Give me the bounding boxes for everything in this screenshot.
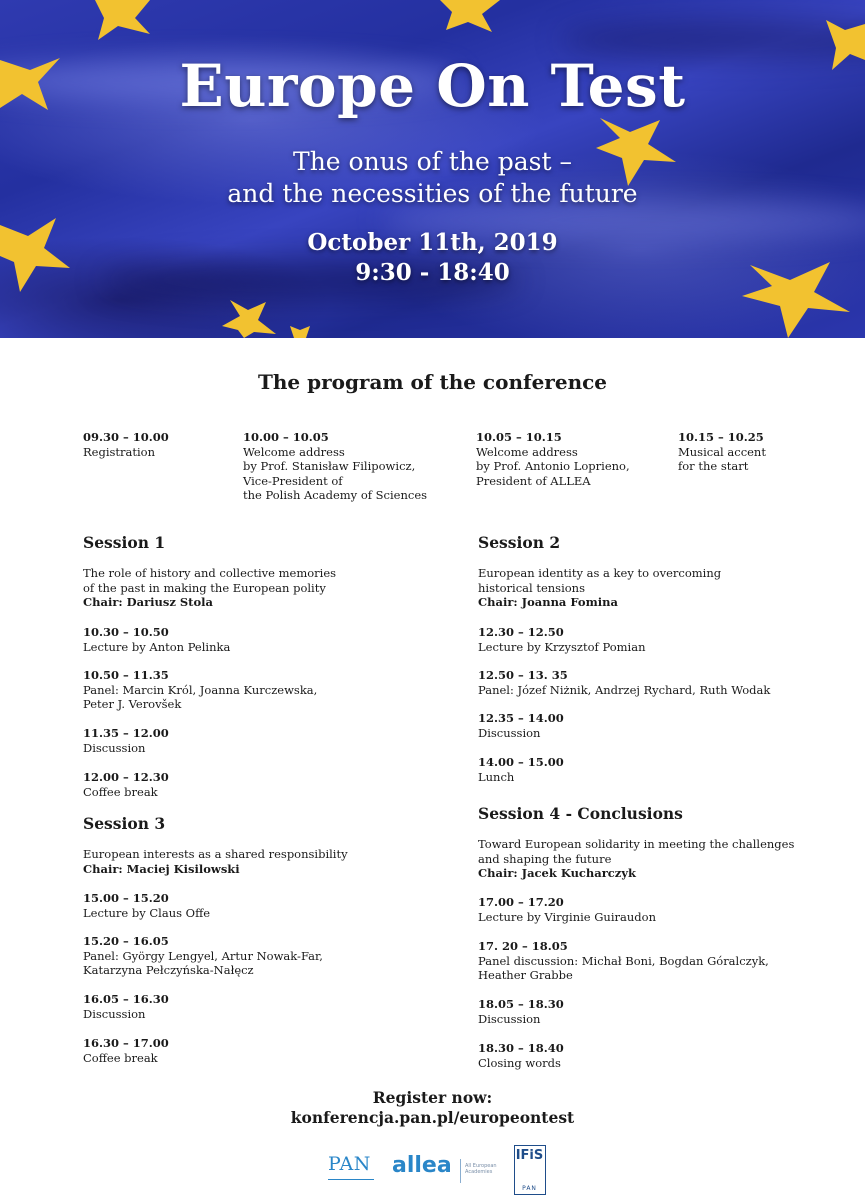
allea-logo-tagline: All European Academies <box>465 1163 497 1175</box>
register-link[interactable]: konferencja.pan.pl/europeontest <box>290 1108 575 1127</box>
session-3-title: Session 3 <box>83 814 166 833</box>
program-item <box>83 668 317 712</box>
program-item <box>478 997 564 1026</box>
session-chair: Chair: Joanna Fomina <box>478 595 618 609</box>
time-slot: 12.00 – 12.30 <box>83 770 169 784</box>
time-slot: 17. 20 – 18.05 <box>478 939 568 953</box>
time-slot: 09.30 – 10.00 <box>83 430 169 444</box>
item-text: Discussion <box>478 725 541 740</box>
program-item <box>83 770 169 799</box>
time-slot: 14.00 – 15.00 <box>478 755 564 769</box>
pan-logo: PAN <box>328 1153 371 1175</box>
item-text: Heather Grabbe <box>478 968 573 982</box>
program-item <box>478 711 564 740</box>
program-item <box>478 895 656 924</box>
topic-line: European identity as a key to overcoming <box>478 566 722 580</box>
item-text: Panel: György Lengyel, Artur Nowak-Far, <box>83 948 323 963</box>
time-slot: 16.05 – 16.30 <box>83 992 169 1006</box>
item-text: Musical accent <box>678 444 766 459</box>
item-text: Peter J. Verovšek <box>83 697 182 711</box>
program-item <box>83 625 230 654</box>
time-slot: 10.00 – 10.05 <box>243 430 329 444</box>
item-text: Vice-President of <box>243 473 343 488</box>
time-slot: 12.50 – 13. 35 <box>478 668 568 682</box>
program-item <box>83 1036 169 1065</box>
opening-item <box>476 430 630 488</box>
time-slot: 18.05 – 18.30 <box>478 997 564 1011</box>
time-slot: 10.05 – 10.15 <box>476 430 562 444</box>
item-text: Coffee break <box>83 1050 158 1065</box>
item-text: Discussion <box>83 740 146 755</box>
program-item <box>478 939 769 983</box>
item-text: Lecture by Krzysztof Pomian <box>478 639 646 654</box>
opening-item <box>243 430 427 503</box>
item-text: for the start <box>678 459 749 473</box>
hero-banner <box>0 0 865 338</box>
event-time: 9:30 - 18:40 <box>355 259 510 286</box>
time-slot: 18.30 – 18.40 <box>478 1041 564 1055</box>
subtitle-line: The onus of the past – <box>293 147 572 176</box>
session-2-topic <box>478 566 721 610</box>
session-1-topic <box>83 566 336 610</box>
pan-logo-underline <box>328 1179 374 1180</box>
time-slot: 12.30 – 12.50 <box>478 625 564 639</box>
item-text: Registration <box>83 444 156 459</box>
item-text: Discussion <box>478 1011 541 1026</box>
program-item <box>83 726 169 755</box>
item-text: by Prof. Stanisław Filipowicz, <box>243 459 416 473</box>
ifis-logo <box>514 1145 546 1195</box>
item-text: Closing words <box>478 1055 561 1070</box>
topic-line: Toward European solidarity in meeting the challenges <box>478 837 795 851</box>
event-date: October 11th, 2019 <box>307 229 558 256</box>
item-text: Lecture by Virginie Guiraudon <box>478 909 656 924</box>
item-text: the Polish Academy of Sciences <box>243 488 428 502</box>
topic-line: European interests as a shared responsibility <box>83 847 348 861</box>
item-text: Panel: Marcin Król, Joanna Kurczewska, <box>83 682 318 697</box>
session-chair: Chair: Dariusz Stola <box>83 595 213 609</box>
item-text: Welcome address <box>476 444 578 459</box>
time-slot: 15.20 – 16.05 <box>83 934 169 948</box>
event-datetime <box>0 228 865 288</box>
item-text: Discussion <box>83 1006 146 1021</box>
time-slot: 15.00 – 15.20 <box>83 891 169 905</box>
star-icon <box>222 300 276 338</box>
program-item <box>478 1041 564 1070</box>
item-text: Lunch <box>478 769 515 784</box>
item-text: by Prof. Antonio Loprieno, <box>476 459 630 473</box>
item-text: President of ALLEA <box>476 473 591 488</box>
item-text: Welcome address <box>243 444 345 459</box>
program-title: The program of the conference <box>257 370 608 394</box>
partner-logos <box>0 1145 865 1197</box>
register-label: Register now: <box>372 1088 493 1107</box>
session-3-topic <box>83 847 348 876</box>
item-text: Coffee break <box>83 784 158 799</box>
allea-logo: allea <box>392 1153 452 1178</box>
ifis-logo-text: IFiS <box>515 1148 544 1163</box>
item-text: Panel discussion: Michał Boni, Bogdan Góralczyk, <box>478 953 769 968</box>
program-item <box>83 891 210 920</box>
item-text: Lecture by Anton Pelinka <box>83 639 231 654</box>
topic-line: of the past in making the European polity <box>83 580 326 595</box>
star-icon <box>290 326 310 338</box>
program-item <box>83 992 169 1021</box>
item-text: Panel: Józef Niżnik, Andrzej Rychard, Ruth Wodak <box>478 682 771 697</box>
item-text: Lecture by Claus Offe <box>83 905 211 920</box>
program-item <box>478 668 770 697</box>
star-icon <box>95 0 150 40</box>
program-item <box>478 755 564 784</box>
time-slot: 16.30 – 17.00 <box>83 1036 169 1050</box>
session-chair: Chair: Jacek Kucharczyk <box>478 866 636 880</box>
time-slot: 11.35 – 12.00 <box>83 726 169 740</box>
opening-item <box>678 430 766 474</box>
star-icon <box>440 0 500 32</box>
time-slot: 12.35 – 14.00 <box>478 711 564 725</box>
session-chair: Chair: Maciej Kisilowski <box>83 861 240 876</box>
allea-logo-divider <box>460 1159 461 1183</box>
item-text: Katarzyna Pełczyńska-Nałęcz <box>83 963 254 977</box>
session-4-title: Session 4 - Conclusions <box>478 804 683 823</box>
ifis-logo-sub: PAN <box>522 1185 537 1192</box>
program-item <box>83 934 323 978</box>
event-title: Europe On Test <box>179 52 686 120</box>
time-slot: 10.15 – 10.25 <box>678 430 764 444</box>
session-2-title: Session 2 <box>478 533 561 552</box>
register-block <box>0 1088 865 1128</box>
subtitle-line: and the necessities of the future <box>227 179 638 208</box>
time-slot: 17.00 – 17.20 <box>478 895 564 909</box>
topic-line: The role of history and collective memories <box>83 566 337 580</box>
program-item <box>478 625 646 654</box>
topic-line: historical tensions <box>478 580 585 595</box>
event-subtitle <box>0 146 865 210</box>
topic-line: and shaping the future <box>478 851 612 866</box>
session-4-topic <box>478 837 794 881</box>
opening-item <box>83 430 169 459</box>
time-slot: 10.30 – 10.50 <box>83 625 169 639</box>
time-slot: 10.50 – 11.35 <box>83 668 169 682</box>
session-1-title: Session 1 <box>83 533 166 552</box>
